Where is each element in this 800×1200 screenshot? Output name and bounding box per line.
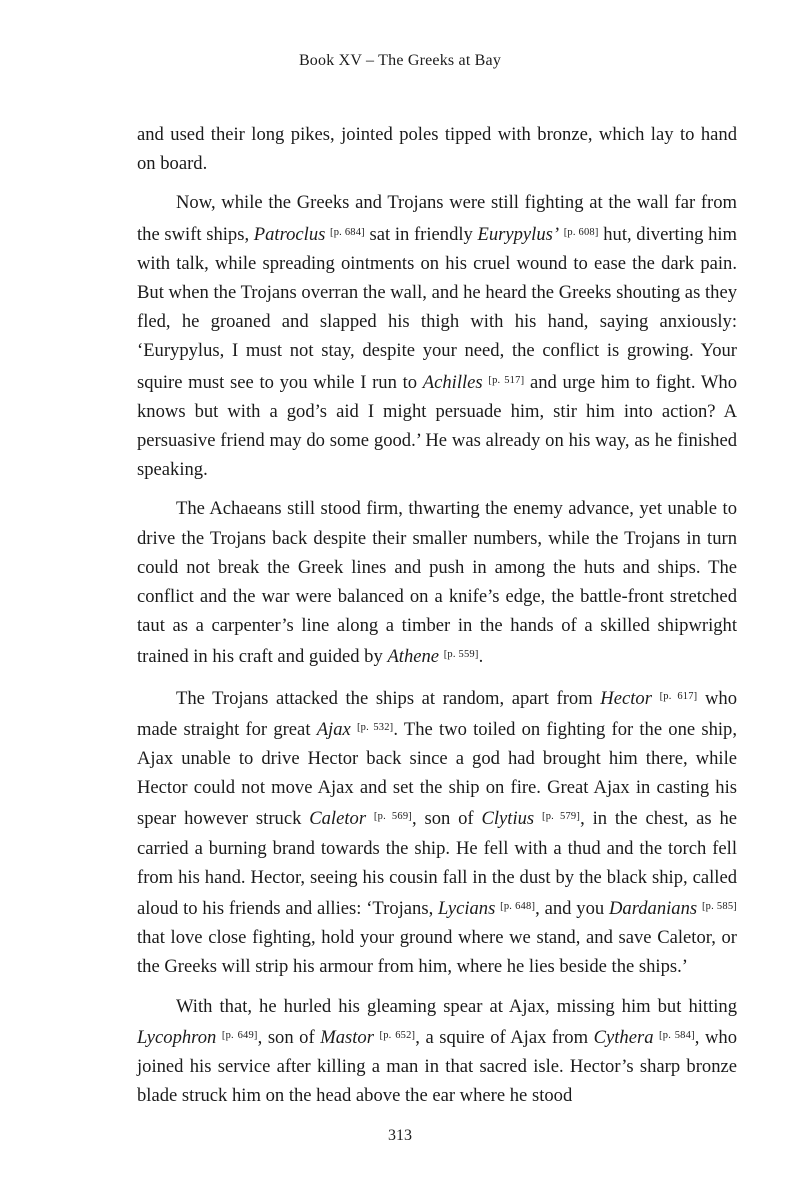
text-run: . The two toiled on fighting for the one ship, Ajax unable to drive Hector back since a god had brought him there, while Hector could not move Ajax and set the ship on fire. Great Ajax in casting his spear however struck bbox=[137, 718, 737, 830]
text-run: With that, he hurled his gleaming spear at Ajax, missing him but hitting bbox=[176, 995, 737, 1017]
text-run: and urge him to fight. Who knows but with a god’s aid I might persuade him, stir him into action? A persuasive friend may do some good.’ He was already on his way, as he finished speaking. bbox=[137, 371, 737, 481]
page-reference: [p. 648] bbox=[500, 901, 536, 913]
text-run: Now, while the Greeks and Trojans were still fighting at the wall far from the swift ships, bbox=[137, 192, 737, 245]
page-reference: [p. 584] bbox=[659, 1029, 695, 1041]
paragraph bbox=[137, 120, 737, 178]
proper-name: Mastor bbox=[320, 1026, 374, 1048]
text-run: The Trojans attacked the ships at random, apart from bbox=[176, 687, 601, 709]
proper-name: Lycians bbox=[438, 898, 496, 920]
page-reference: [p. 649] bbox=[221, 1029, 258, 1041]
page-reference: [p. 684] bbox=[330, 226, 365, 238]
text-run bbox=[652, 688, 660, 709]
proper-name: Eurypylus’ bbox=[477, 223, 560, 245]
running-head: Book XV – The Greeks at Bay bbox=[298, 52, 502, 69]
text-run: , son of bbox=[411, 808, 482, 830]
proper-name: Cythera bbox=[593, 1026, 654, 1048]
page-reference: [p. 559] bbox=[443, 649, 479, 661]
proper-name: Patroclus bbox=[253, 223, 326, 245]
text-run: , who joined his service after killing a man in that sacred isle. Hector’s sharp bronze blade struck him on the head above the ear where he stood bbox=[137, 1026, 738, 1107]
text-run: The Achaeans still stood firm, thwarting the enemy advance, yet unable to drive the Trojans back despite their smaller numbers, while the Trojans in turn could not break the Greek lines and push in among the huts and ships. The conflict and the war were balanced on a knife’s edge, the battle-front stretched taut as a carpenter’s line along a timber in the hands of a skilled shipwright trained in his craft and guided by bbox=[137, 498, 737, 668]
text-run: , son of bbox=[257, 1026, 321, 1048]
page-reference: [p. 608] bbox=[563, 226, 599, 238]
proper-name: Achilles bbox=[422, 371, 483, 393]
text-run: hut, diverting him with talk, while spreading ointments on his cruel wound to ease the dark pain. But when the Trojans overran the wall, and he heard the Greeks shouting as they fled, he groaned and slapped his thigh with his hand, saying anxiously: ‘Eurypylus, I must not stay, despite your need, the conflict is growing. Your squire must see to you while I run to bbox=[137, 223, 738, 393]
proper-name: Ajax bbox=[316, 718, 351, 740]
paragraph bbox=[137, 682, 737, 982]
text-run: , in the chest, as he carried a burning brand towards the ship. He fell with a thud and the torch fell from his hand. Hector, seeing his cousin fall in the dust by the black ship, called aloud to his friends and allies: ‘Trojans, bbox=[137, 808, 738, 920]
proper-name: Lycophron bbox=[137, 1026, 217, 1048]
paragraph bbox=[137, 494, 737, 671]
page-reference: [p. 617] bbox=[659, 690, 698, 702]
body-text bbox=[137, 120, 737, 1121]
proper-name: Hector bbox=[600, 687, 652, 709]
page-reference: [p. 585] bbox=[701, 901, 737, 913]
paragraph bbox=[137, 992, 737, 1111]
proper-name: Dardanians bbox=[608, 898, 698, 920]
paragraph bbox=[137, 188, 737, 484]
text-run: , a squire of Ajax from bbox=[415, 1026, 594, 1048]
page-reference: [p. 532] bbox=[356, 721, 394, 733]
text-run: who made straight for great bbox=[137, 687, 738, 740]
proper-name: Caletor bbox=[309, 808, 367, 830]
text-run: and used their long pikes, jointed poles tipped with bronze, which lay to hand on board. bbox=[137, 124, 737, 175]
proper-name: Athene bbox=[387, 646, 440, 668]
text-run: sat in friendly bbox=[364, 223, 478, 245]
text-run: that love close fighting, hold your ground where we stand, and save Caletor, or the Greeks will strip his armour from him, where he lies beside the ships.’ bbox=[137, 927, 737, 978]
page-reference: [p. 569] bbox=[373, 811, 412, 823]
text-run bbox=[366, 808, 374, 829]
text-run: , and you bbox=[535, 898, 609, 920]
page-reference: [p. 579] bbox=[542, 811, 581, 823]
text-run: . bbox=[478, 646, 484, 668]
page-reference: [p. 652] bbox=[379, 1029, 416, 1041]
proper-name: Clytius bbox=[481, 808, 535, 830]
text-run bbox=[534, 808, 542, 829]
page-reference: [p. 517] bbox=[488, 374, 525, 386]
page-number: 313 bbox=[388, 1127, 412, 1144]
